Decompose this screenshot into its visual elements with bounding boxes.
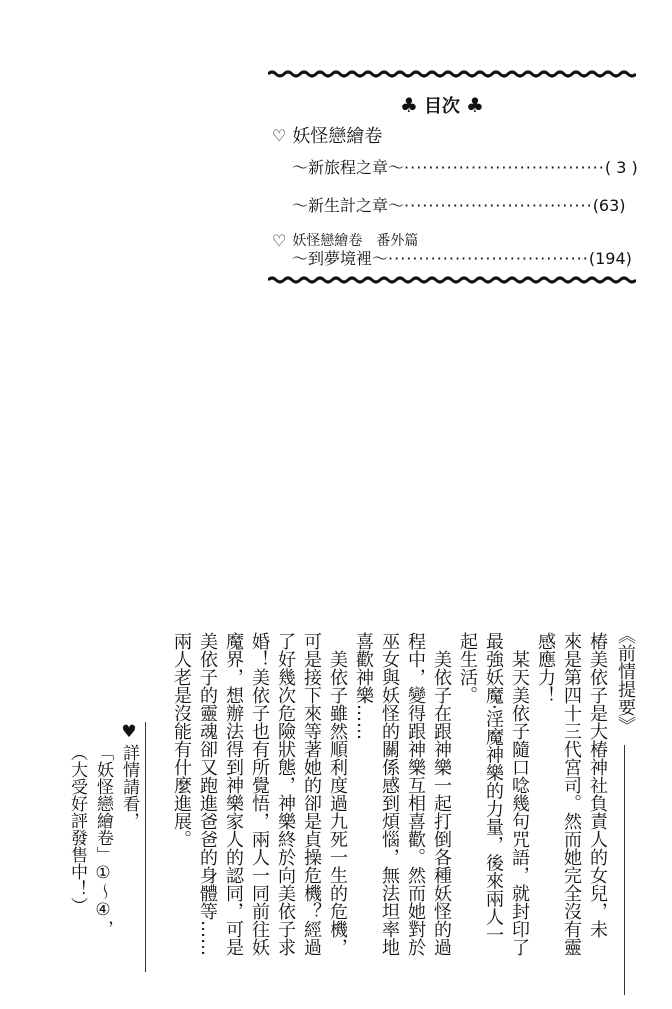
series-title: 妖怪戀繪卷: [292, 126, 383, 147]
summary-column: 婚！美依子也有所覺悟，兩人一同前往妖: [249, 632, 270, 956]
summary-column: 某天美依子隨口唸幾句咒語，就封印了: [509, 650, 530, 956]
note-line: 詳情請看，: [119, 744, 139, 829]
summary-column: 喜歡神樂……: [353, 632, 374, 740]
summary-column: 美依子在跟神樂一起打倒各種妖怪的過: [431, 650, 452, 956]
toc-heading: [400, 92, 484, 118]
heading-rule: [624, 745, 625, 995]
toc-title: 目次: [423, 96, 460, 117]
summary-column: 可是接下來等著她的卻是貞操危機？經過: [301, 632, 322, 956]
entry-title: ～新生計之章～: [292, 196, 405, 215]
entry-page: (63): [592, 196, 626, 215]
entry-leader: ·································: [404, 158, 605, 177]
summary-column: 來是第四十三代宮司。然而她完全沒有靈: [561, 632, 582, 956]
entry-title: ～到夢境裡～: [292, 249, 389, 268]
club-icon: ♣: [465, 93, 484, 117]
note-line: （大受好評發售中！）: [67, 744, 87, 914]
toc-entry[interactable]: [292, 246, 632, 269]
entry-page: (194): [588, 249, 632, 268]
toc-bottom-rule: [268, 276, 636, 284]
summary-column: 了好幾次危險狀態，神樂終於向美依子求: [275, 632, 296, 956]
heart-icon: ♡: [272, 125, 287, 145]
summary-column: 美依子的靈魂卻又跑進爸爸的身體等……: [197, 632, 218, 956]
summary-column: 美依子雖然順利度過九死一生的危機，: [327, 650, 348, 956]
summary-column: 程中，變得跟神樂互相喜歡。然而她對於: [405, 632, 426, 956]
summary-column: 最強妖魔‧淫魔神樂的力量，後來兩人一: [483, 632, 504, 944]
extra-series-title: 妖怪戀繪卷 番外篇: [292, 233, 419, 249]
toc-series: [272, 122, 382, 148]
note-heart-icon: ♥: [119, 722, 139, 742]
note-line: 「妖怪戀繪卷」①～④，: [93, 744, 113, 937]
summary-column: 起生活。: [457, 632, 478, 704]
club-icon: ♣: [400, 93, 418, 117]
entry-title: ～新旅程之章～: [292, 158, 405, 177]
summary-column: 感應力！: [535, 632, 556, 704]
summary-column: 椿美依子是大椿神社負責人的女兒，未: [587, 632, 608, 938]
summary-heading: 《前情提要》: [615, 626, 636, 734]
summary-column: 魔界，想辦法得到神樂家人的認同，可是: [223, 632, 244, 956]
toc-entry[interactable]: [292, 193, 626, 216]
entry-page: ( 3 ): [604, 158, 638, 177]
summary-column: 兩人老是沒能有什麼進展。: [171, 632, 192, 848]
summary-column: 巫女與妖怪的關係感到煩惱，無法坦率地: [379, 632, 400, 956]
heart-icon: ♡: [272, 230, 287, 250]
entry-leader: ·································: [388, 249, 589, 268]
note-rule: [145, 722, 146, 972]
entry-leader: ·······························: [404, 196, 593, 215]
toc-top-rule: [268, 70, 636, 78]
toc-entry[interactable]: [292, 155, 638, 178]
